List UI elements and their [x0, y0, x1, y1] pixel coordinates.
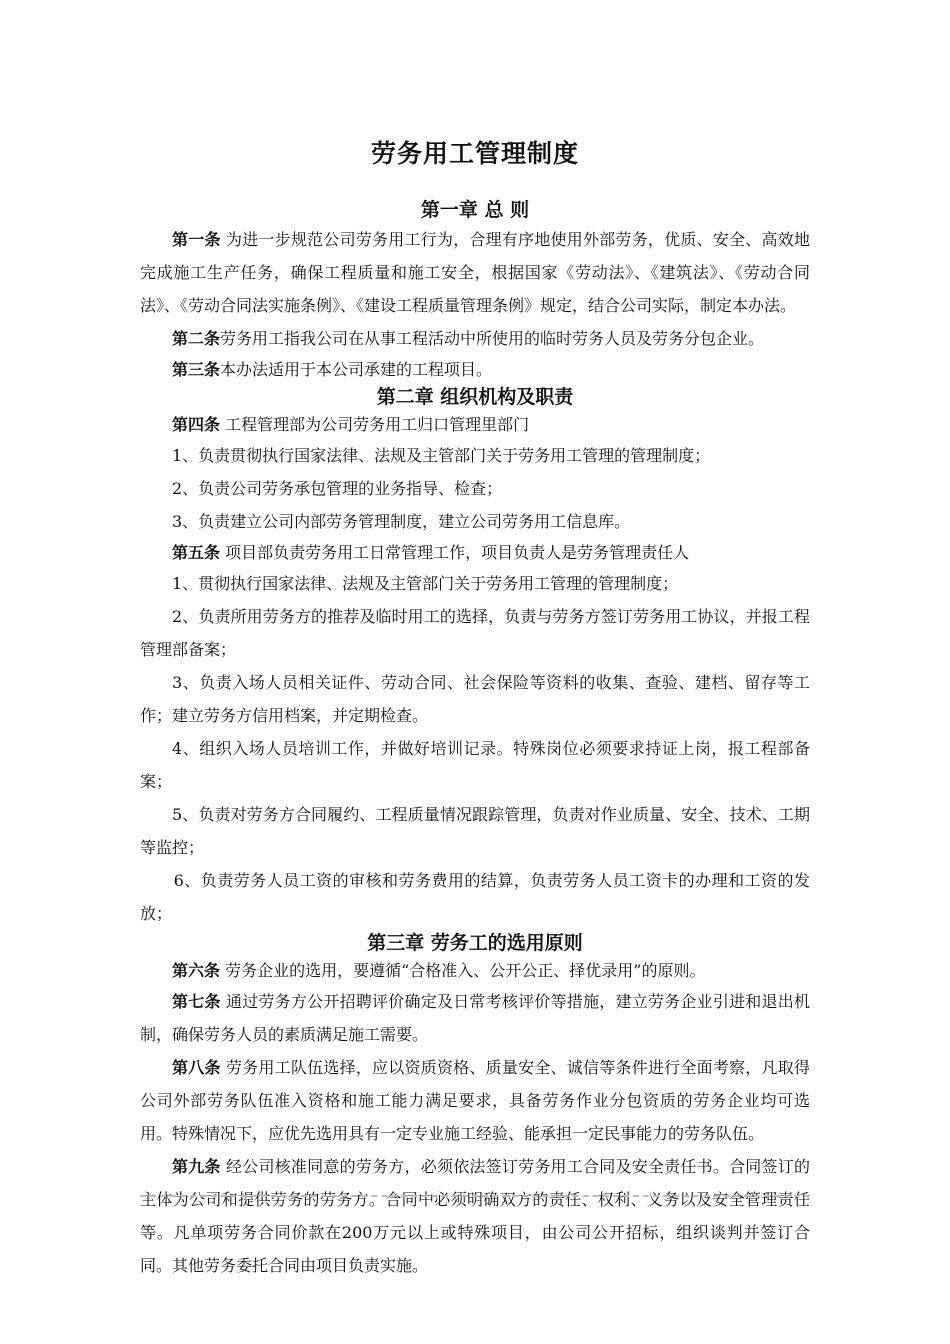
article-label: 第二条: [172, 329, 221, 348]
article-5-item-5: 5、负责对劳务方合同履约、工程质量情况跟踪管理，负责对作业质量、安全、技术、工期等监控；: [140, 805, 810, 857]
article-5-item-6: 6、负责劳务人员工资的审核和劳务费用的结算，负责劳务人员工资卡的办理和工资的发放；: [140, 871, 810, 923]
page-break-divider: [140, 1195, 810, 1197]
chapter-3-heading: 第三章 劳务工的选用原则: [367, 932, 583, 954]
article-label: 第七条: [172, 992, 221, 1011]
article-4-item-3: 3、负责建立公司内部劳务管理制度，建立公司劳务用工信息库。: [172, 512, 631, 531]
article-text: 劳务用工指我公司在从事工程活动中所使用的临时劳务人员及劳务分包企业。: [220, 329, 765, 348]
article-label: 第一条: [172, 230, 221, 249]
article-text: 通过劳务方公开招聘评价确定及日常考核评价等措施，建立劳务企业引进和退出机制，确保劳务人员的素质满足施工需要。: [140, 992, 810, 1044]
article-5: [140, 538, 810, 567]
article-9: [140, 1150, 810, 1282]
article-5-item-1: 1、贯彻执行国家法律、法规及主管部门关于劳务用工管理的管理制度；: [172, 574, 679, 593]
article-6: [140, 956, 810, 985]
document-title: 劳务用工管理制度: [370, 139, 579, 168]
chapter-1-heading: 第一章 总 则: [420, 199, 530, 221]
article-text: 项目部负责劳务用工日常管理工作，项目负责人是劳务管理责任人: [220, 543, 690, 562]
article-3: [140, 355, 810, 384]
article-1: [140, 223, 810, 322]
article-8: [140, 1051, 810, 1150]
article-text: 工程管理部为公司劳务用工归口管理里部门: [220, 415, 530, 434]
article-5-item-2: 2、负责所用劳务方的推荐及临时用工的选择，负责与劳务方签订劳务用工协议，并报工程管理部备案；: [140, 607, 810, 659]
article-2: [140, 322, 810, 355]
article-text: 劳务用工队伍选择，应以资质资格、质量安全、诚信等条件进行全面考察，凡取得公司外部劳务队伍准入资格和施工能力满足要求，具备劳务作业分包资质的劳务企业均可选用。特殊情况下，应优先选用具有一定专业施工经验、能承担一定民事能力的劳务队伍。: [140, 1058, 810, 1143]
article-4-item-1: 1、负责贯彻执行国家法律、法规及主管部门关于劳务用工管理的管理制度；: [172, 446, 711, 465]
article-label: 第四条: [172, 415, 221, 434]
article-label: 第九条: [172, 1157, 221, 1176]
article-5-item-3: 3、负责入场人员相关证件、劳动合同、社会保险等资料的收集、查验、建档、留存等工作；建立劳务方信用档案，并定期检查。: [140, 673, 810, 725]
article-text: 经公司核准同意的劳务方，必须依法签订劳务用工合同及安全责任书。合同签订的主体为公司和提供劳务的劳务方。合同中必须明确双方的责任、权利、义务以及安全管理责任等。凡单项劳务合同价款在200万元以上或特殊项目，由公司公开招标，组织谈判并签订合同。其他劳务委托合同由项目负责实施。: [140, 1157, 810, 1275]
article-text: 劳务企业的选用，要遵循“合格准入、公开公正、择优录用”的原则。: [220, 961, 706, 980]
article-7: [140, 985, 810, 1051]
article-text: 本办法适用于本公司承建的工程项目。: [220, 360, 493, 379]
article-5-item-4: 4、组织入场人员培训工作，并做好培训记录。特殊岗位必须要求持证上岗，报工程部备案；: [140, 739, 810, 791]
article-label: 第六条: [172, 961, 221, 980]
document-page: [140, 128, 810, 1282]
article-label: 第三条: [172, 360, 221, 379]
article-label: 第五条: [172, 543, 221, 562]
article-text: 为进一步规范公司劳务用工行为，合理有序地使用外部劳务，优质、安全、高效地完成施工生产任务，确保工程质量和施工安全，根据国家《劳动法》、《建筑法》、《劳动合同法》、《劳动合同法实施条例》、《建设工程质量管理条例》规定，结合公司实际，制定本办法。: [140, 230, 810, 315]
chapter-2-heading: 第二章 组织机构及职责: [376, 386, 574, 408]
article-4-item-2: 2、负责公司劳务承包管理的业务指导、检查；: [172, 479, 503, 498]
article-label: 第八条: [172, 1058, 221, 1077]
article-4: [140, 410, 810, 439]
